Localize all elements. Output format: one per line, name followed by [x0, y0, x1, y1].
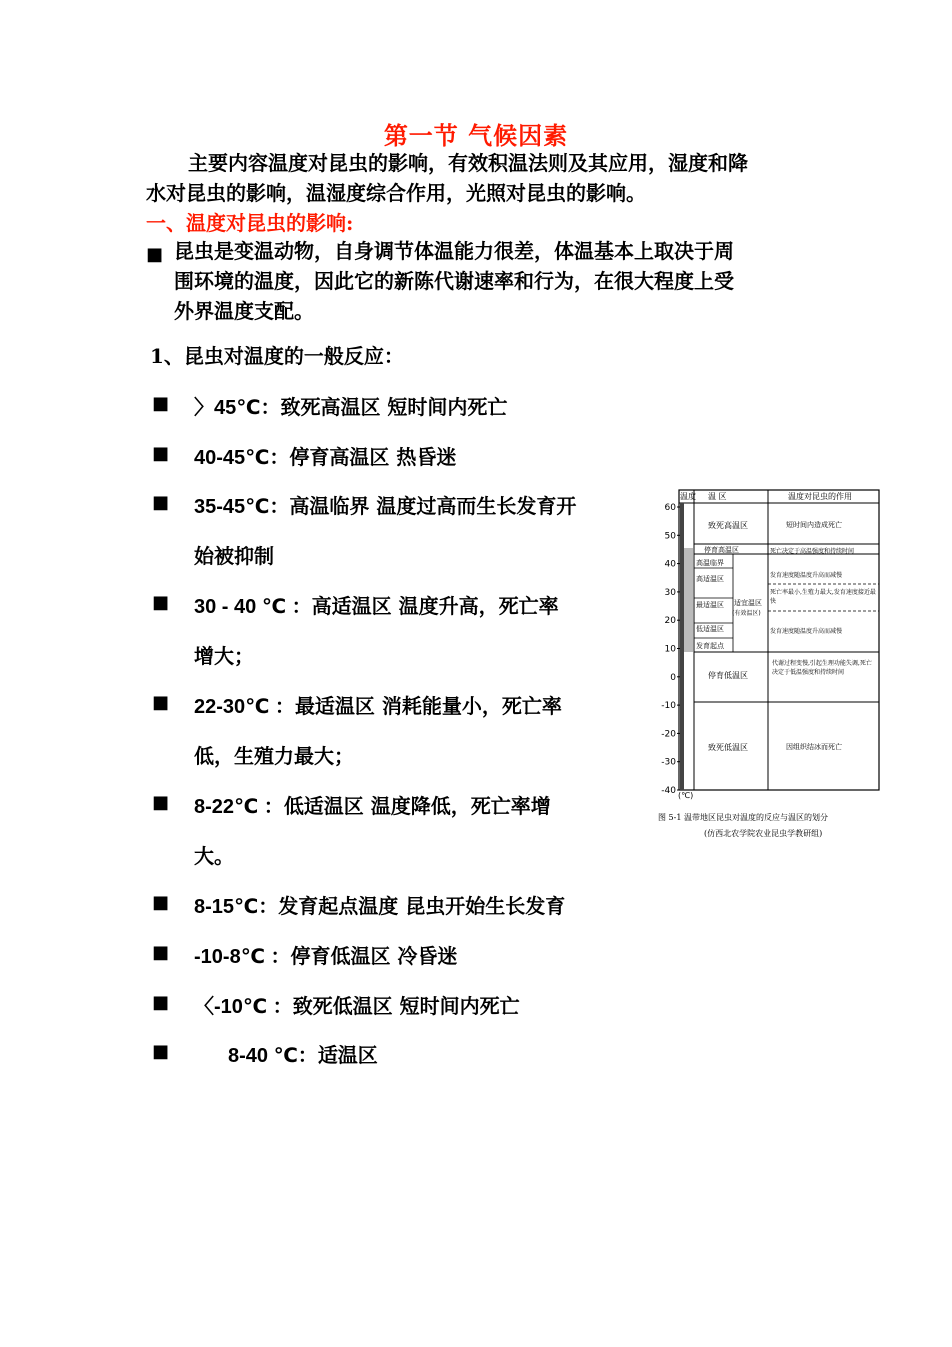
- temp-description-continued: 低，生殖力最大；: [194, 744, 354, 768]
- axis-tick-label: -40: [661, 786, 676, 796]
- square-bullet-icon: ■: [152, 393, 170, 414]
- temp-description: 适温区: [317, 1043, 378, 1067]
- temp-item: [194, 690, 562, 719]
- para1-line-1: 昆虫是变温动物，自身调节体温能力很差，体温基本上取决于周: [174, 239, 734, 263]
- square-bullet-icon: ■: [152, 1041, 170, 1062]
- axis-tick-label: 20: [664, 616, 676, 627]
- header-zone: 温 区: [708, 492, 727, 501]
- axis-tick-label: -10: [661, 701, 676, 712]
- para1-line-3: 外界温度支配。: [174, 299, 314, 323]
- temp-range: 30 - 40 ℃ ：: [194, 596, 312, 618]
- zone-label-stop-high: 停育高温区: [704, 546, 739, 554]
- zone-label-lethal-low: 致死低温区: [708, 743, 748, 752]
- square-bullet-icon: ■: [152, 492, 170, 513]
- temp-range: 〉45℃：: [194, 397, 281, 419]
- zone-label-dev-start: 发育起点: [696, 642, 724, 650]
- temp-item: [194, 790, 551, 819]
- zone-label-low-suitable: 低适温区: [696, 625, 724, 633]
- square-bullet-icon: ■: [146, 244, 164, 265]
- temp-description: 高温临界 温度过高而生长发育开: [289, 494, 577, 518]
- intro-line-2: 水对昆虫的影响，温湿度综合作用，光照对昆虫的影响。: [146, 181, 646, 205]
- square-bullet-icon: ■: [152, 592, 170, 613]
- zone-label-lethal-high: 致死高温区: [708, 521, 748, 530]
- axis-tick-label: 0: [670, 672, 676, 683]
- temp-range: 8-22℃ ：: [194, 796, 284, 818]
- temp-item: [194, 391, 507, 420]
- zone-label-suitable: 适宜温区: [734, 599, 762, 607]
- temp-range: 40-45℃：: [194, 447, 290, 469]
- temp-description: 停育高温区 热昏迷: [289, 445, 457, 469]
- temp-description-continued: 增大；: [194, 644, 254, 668]
- square-bullet-icon: ■: [152, 443, 170, 464]
- temp-range: 8-40 ℃：: [228, 1045, 318, 1067]
- square-bullet-icon: ■: [152, 892, 170, 913]
- temp-description: 致死低温区 短时间内死亡: [292, 994, 520, 1018]
- temp-range: 8-15℃：: [194, 896, 279, 918]
- axis-tick-label: 50: [664, 531, 676, 542]
- axis-tick-labels: [661, 503, 680, 796]
- square-bullet-icon: ■: [152, 692, 170, 713]
- axis-tick-label: -30: [661, 757, 676, 768]
- temp-range: 35-45℃：: [194, 496, 290, 518]
- temp-item: [194, 890, 565, 919]
- temp-item: [194, 441, 456, 470]
- square-bullet-icon: ■: [152, 942, 170, 963]
- temp-item: [194, 940, 457, 969]
- effect-6: 因组织结冰而死亡: [786, 743, 842, 751]
- zone-label-critical: 高温临界: [696, 559, 724, 567]
- header-effect: 温度对昆虫的作用: [788, 492, 852, 501]
- figure-caption: 图 5-1 温带地区昆虫对温度的反应与温区的划分: [658, 813, 828, 822]
- axis-tick-label: 30: [664, 587, 676, 598]
- zone-label-optimal: 最适温区: [696, 601, 724, 609]
- axis-tick-label: 10: [664, 644, 676, 655]
- para-bullet: [146, 238, 163, 270]
- temp-description: 停育低温区 冷昏迷: [290, 944, 458, 968]
- effect-1: 死亡决定于高温强度和持续时间: [770, 548, 855, 555]
- page-title: 第一节 气候因素: [383, 121, 569, 150]
- temp-description: 最适温区 消耗能量小，死亡率: [294, 694, 562, 718]
- axis-tick-label: -20: [661, 729, 676, 740]
- temp-item: [228, 1039, 378, 1068]
- axis-unit: (℃): [678, 791, 694, 800]
- temp-description-continued: 始被抑制: [194, 544, 274, 568]
- intro-line-1: 主要内容温度对昆虫的影响，有效积温法则及其应用，湿度和降: [188, 151, 748, 175]
- effect-0: 短时间内造成死亡: [786, 521, 842, 529]
- temp-description: 致死高温区 短时间内死亡: [280, 395, 508, 419]
- temperature-zone-figure: [658, 486, 888, 846]
- header-temp: 温度: [680, 492, 696, 501]
- zone-label-stop-low: 停育低温区: [708, 671, 748, 680]
- square-bullet-icon: ■: [152, 992, 170, 1013]
- temp-description: 高适温区 温度升高，死亡率: [311, 594, 559, 618]
- temp-item: [194, 590, 559, 619]
- para1-line-2: 围环境的温度，因此它的新陈代谢速率和行为，在很大程度上受: [174, 269, 734, 293]
- temp-item: [194, 490, 576, 519]
- effect-4: 发育速度随温度升高而减慢: [770, 628, 843, 635]
- temp-item: [194, 990, 520, 1019]
- zone-label-high-suitable: 高适温区: [696, 575, 724, 583]
- effect-5: 代谢过程变慢,引起生理功能失调,死亡决定于低温强度和持续时间: [772, 660, 872, 676]
- square-bullet-icon: ■: [152, 792, 170, 813]
- temp-description-continued: 大。: [194, 844, 234, 868]
- axis-tick-label: 60: [664, 503, 676, 513]
- temp-range: 〈-10℃ ：: [194, 996, 293, 1018]
- effect-3: 死亡率最小,生殖力最大,发育速度接近最快: [770, 589, 876, 605]
- temp-range: -10-8℃ ：: [194, 946, 291, 968]
- subsection-heading: 1、昆虫对温度的一般反应：: [150, 344, 404, 368]
- zone-label-suitable-note: (有效温区): [732, 610, 761, 617]
- section-heading: 一、温度对昆虫的影响:: [146, 211, 354, 235]
- effect-2: 发育速度随温度升高而减慢: [770, 572, 843, 579]
- temp-description: 发育起点温度 昆虫开始生长发育: [278, 894, 566, 918]
- temp-range: 22-30℃ ：: [194, 696, 295, 718]
- figure-source: (仿西北农学院农业昆虫学教研组): [704, 829, 823, 838]
- temp-description: 低适温区 温度降低，死亡率增: [283, 794, 551, 818]
- axis-tick-label: 40: [664, 559, 676, 570]
